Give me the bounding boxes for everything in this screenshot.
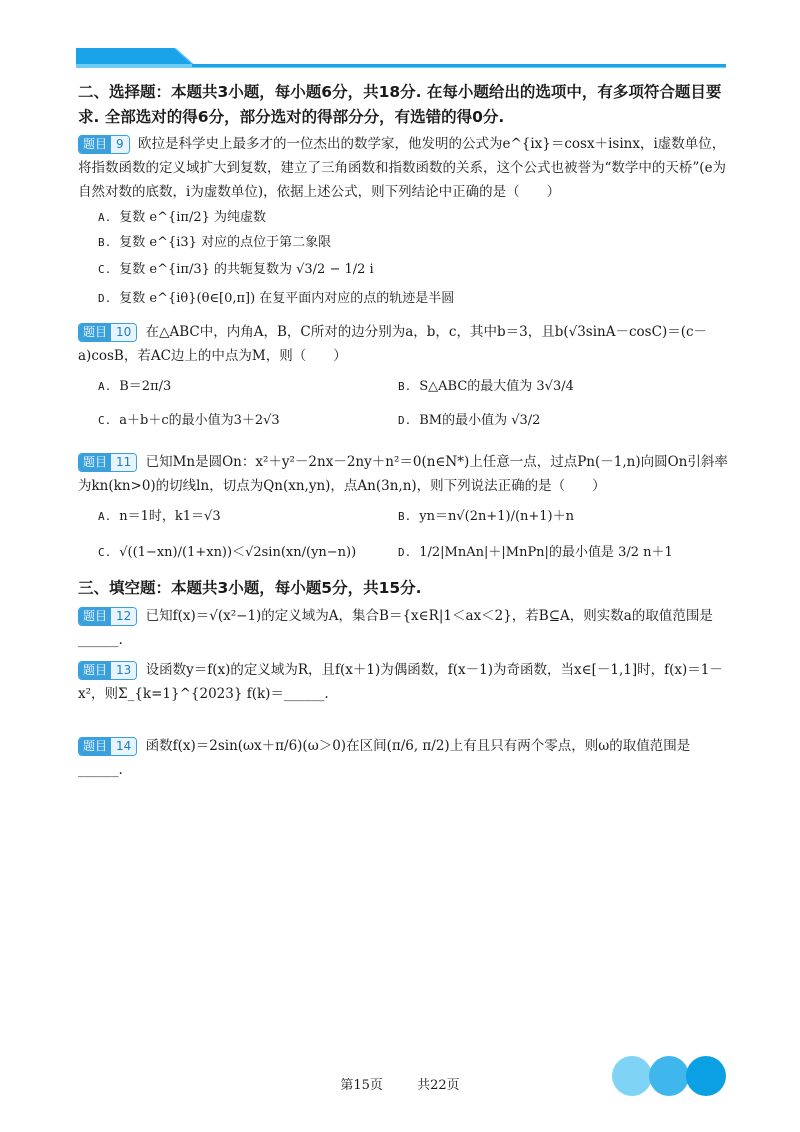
question-tag: 题目 13 [78, 661, 137, 680]
question-12-stem: 已知f(x)＝√(x²−1)的定义域为A，集合B＝{x∈R|1＜ax＜2}，若B⊆A，则实数a的取值范围是______. [78, 608, 713, 648]
question-9-stem: 欧拉是科学史上最多才的一位杰出的数学家，他发明的公式为e^{ix}＝cosx＋isinx，i虚数单位，将指数函数的定义域扩大到复数，建立了三角函数和指数函数的关系，这个公式也被誉为“数学中的天桥”(e为自然对数的底数，i为虚数单位)，依据上述公式，则下列结论中正确的是（ ） [78, 136, 727, 200]
q11-option-c: C. √((1−xn)/(1+xn))＜√2sin(xn/(yn−n)) [98, 545, 357, 560]
question-10-stem: 在△ABC中，内角A，B，C所对的边分别为a，b，c，其中b＝3，且b(√3sinA－cosC)＝(c－a)cosB，若AC边上的中点为M，则（ ） [78, 324, 708, 364]
page-number: 第15页 [340, 1078, 383, 1093]
question-13 [78, 658, 728, 706]
q11-option-b: B. yn＝n√(2n+1)/(n+1)＋n [398, 509, 575, 524]
question-12 [78, 604, 728, 652]
q10-option-d: D. BM的最小值为 √3/2 [398, 413, 541, 428]
section-3-title: 三、填空题：本题共3小题，每小题5分，共15分. [78, 579, 422, 597]
header-bar [76, 46, 726, 70]
q9-option-a: A. 复数 e^{iπ/2} 为纯虚数 [98, 210, 266, 225]
q11-option-d: D. 1/2|MnAn|＋|MnPn|的最小值是 3/2 n＋1 [398, 545, 673, 560]
question-11-stem: 已知Mn是圆On：x²＋y²－2nx－2ny＋n²＝0(n∈N*)上任意一点，过点Pn(－1,n)向圆On引斜率为kn(kn>0)的切线ln，切点为Qn(xn,yn)，点An(3n,n)，则下列说法正确的是（ ） [78, 454, 728, 494]
question-14-stem: 函数f(x)＝2sin(ωx＋π/6)(ω＞0)在区间(π/6, π/2)上有且只有两个零点，则ω的取值范围是______. [78, 738, 691, 778]
question-14 [78, 734, 728, 782]
section-2-title: 二、选择题：本题共3小题，每小题6分，共18分. 在每小题给出的选项中，有多项符合题目要求. 全部选对的得6分，部分选对的得部分分，有选错的得0分. [78, 83, 722, 126]
q10-option-b: B. S△ABC的最大值为 3√3/4 [398, 379, 574, 394]
question-tag: 题目 10 [78, 323, 137, 342]
q10-option-a: A. B＝2π/3 [98, 379, 172, 394]
page-total: 共22页 [417, 1078, 460, 1093]
question-9 [78, 132, 728, 204]
q11-option-a: A. n＝1时，k1＝√3 [98, 509, 221, 524]
decor-circle-3 [686, 1056, 726, 1096]
question-tag: 题目 11 [78, 453, 137, 472]
question-11 [78, 450, 728, 498]
q9-option-c: C. 复数 e^{iπ/3} 的共轭复数为 √3/2 − 1/2 i [98, 262, 374, 277]
q9-option-d: D. 复数 e^{iθ}(θ∈[0,π]) 在复平面内对应的点的轨迹是半圆 [98, 291, 455, 306]
q10-option-c: C. a＋b＋c的最小值为3＋2√3 [98, 413, 280, 428]
decor-circle-1 [612, 1056, 652, 1096]
question-10 [78, 320, 728, 368]
question-tag: 题目 12 [78, 607, 137, 626]
question-tag: 题目 14 [78, 737, 137, 756]
decor-circle-2 [649, 1056, 689, 1096]
question-13-stem: 设函数y＝f(x)的定义域为R，且f(x＋1)为偶函数，f(x－1)为奇函数，当x∈[－1,1]时，f(x)＝1－x²，则Σ_{k=1}^{2023} f(k)＝______. [78, 662, 723, 702]
question-tag: 题目 9 [78, 135, 130, 154]
q9-option-b: B. 复数 e^{i3} 对应的点位于第二象限 [98, 235, 332, 250]
